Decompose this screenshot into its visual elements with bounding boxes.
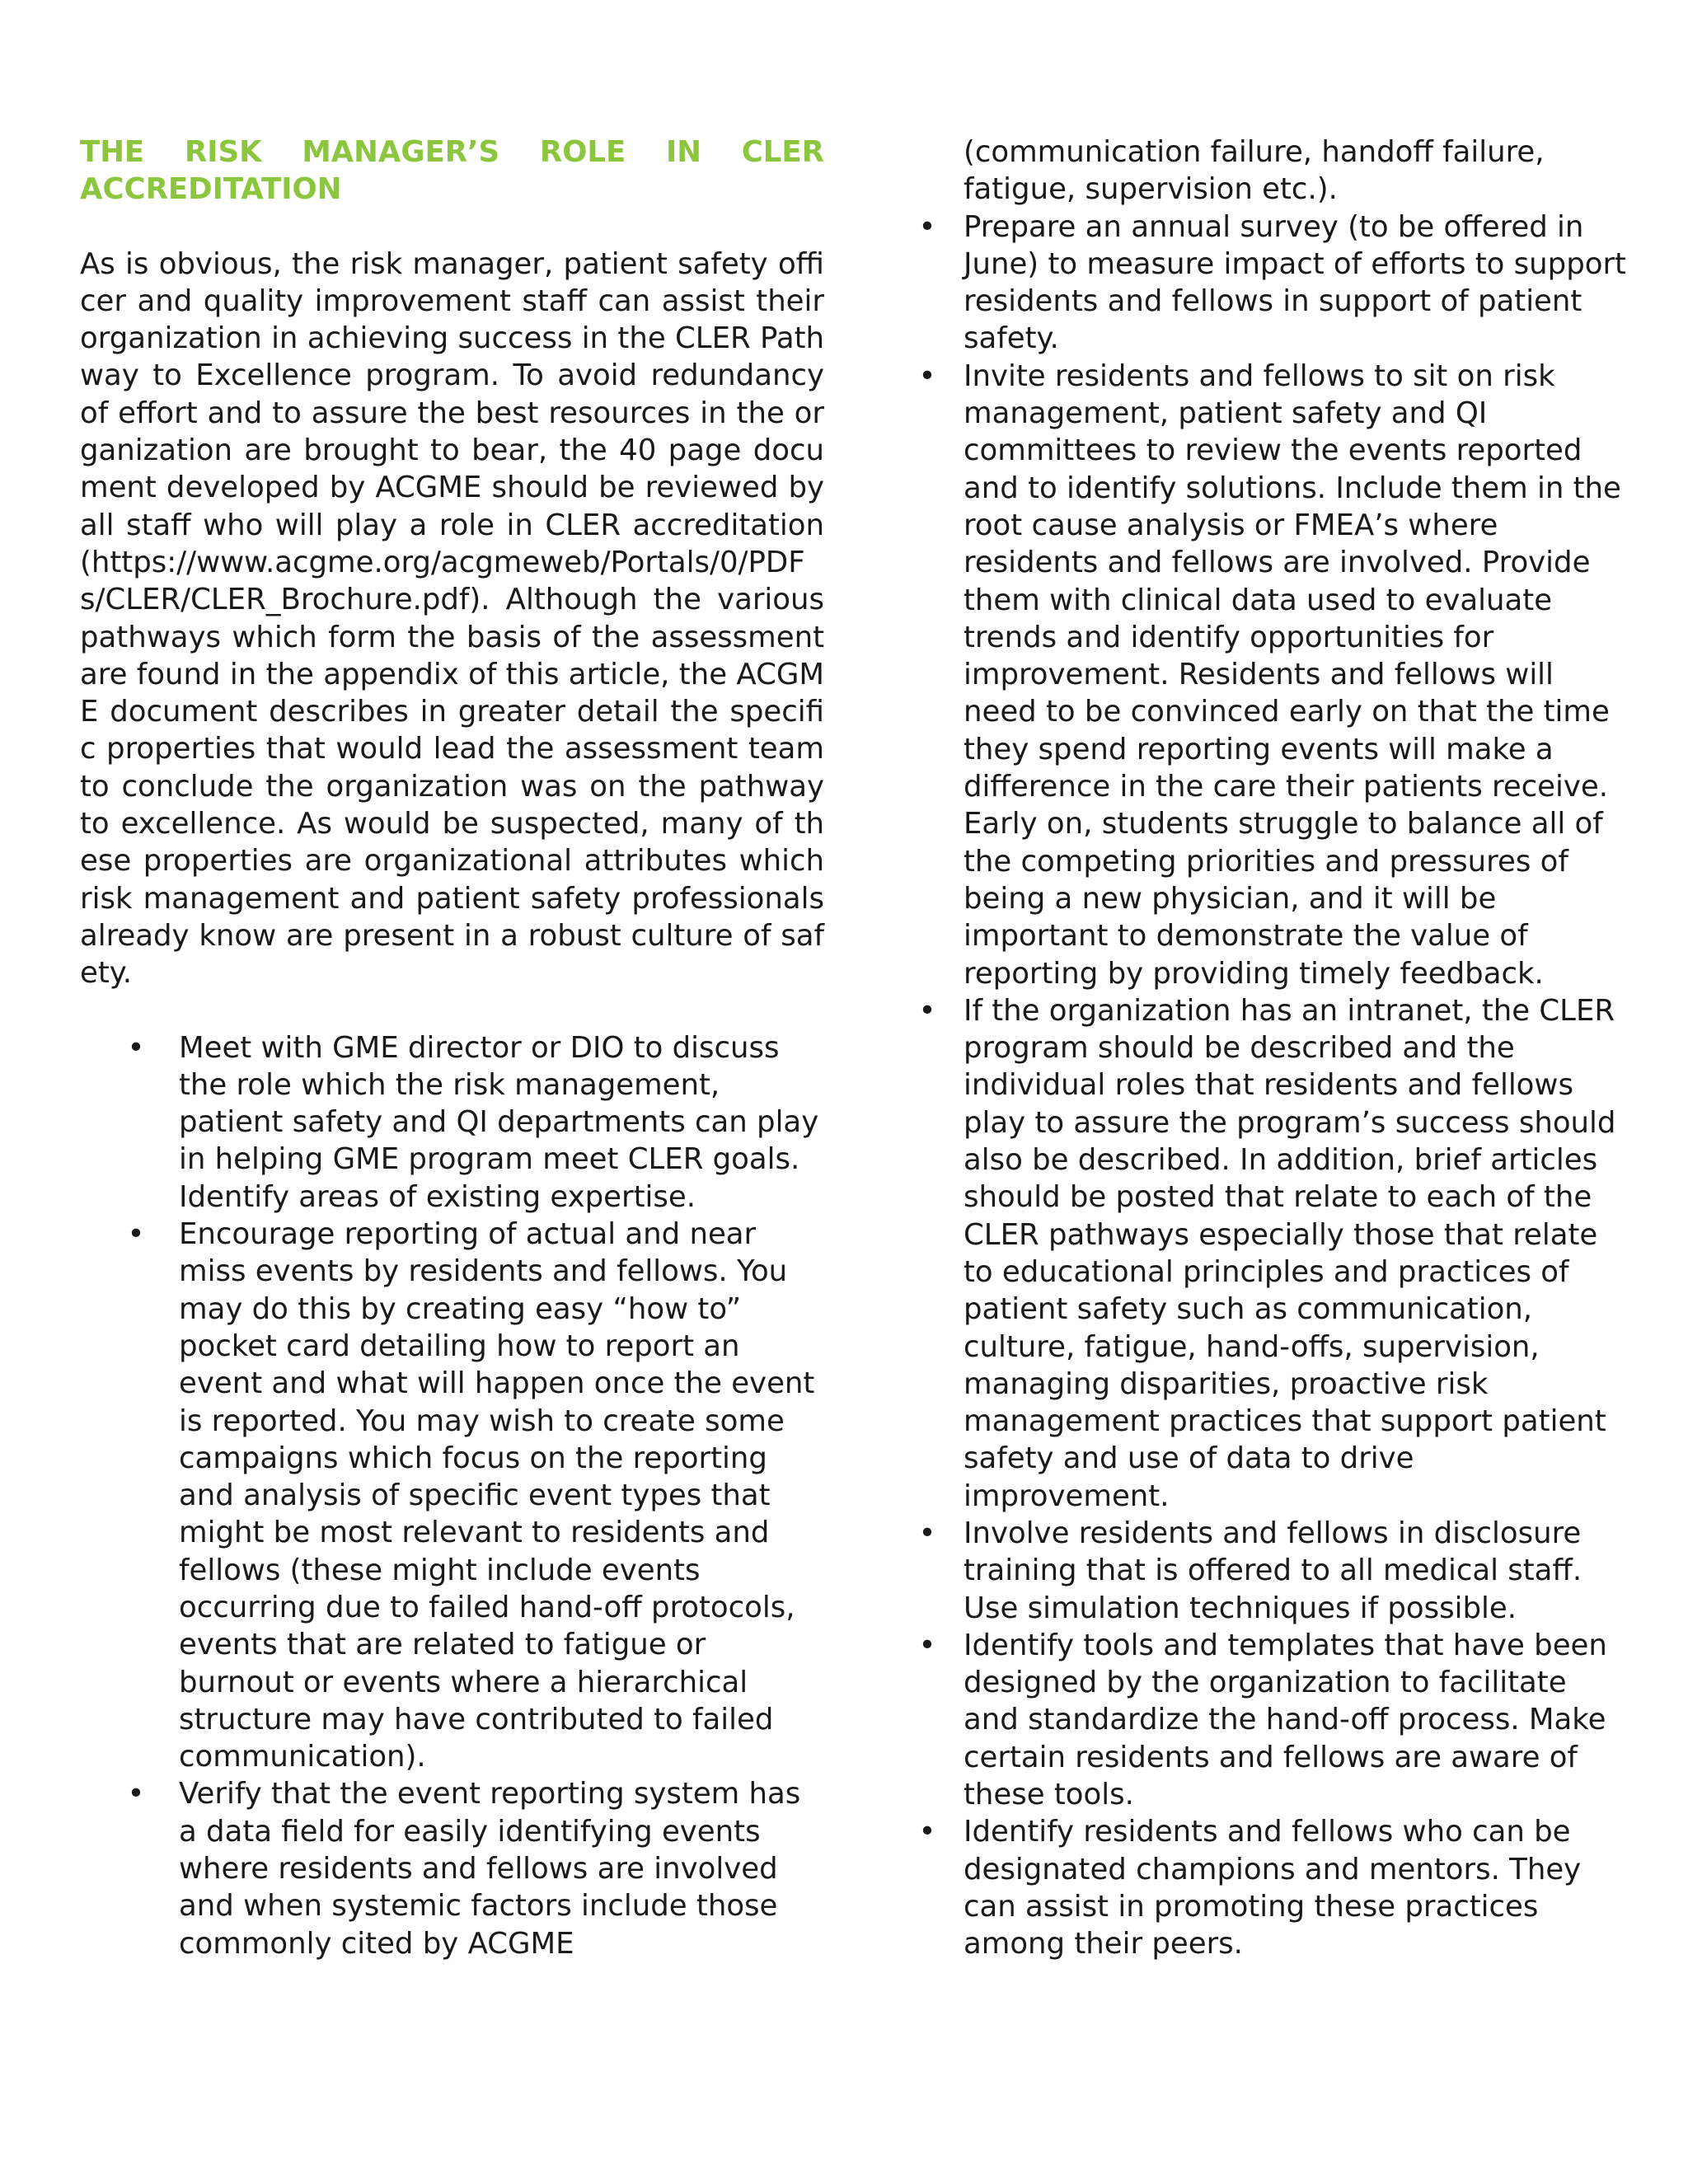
bullet-icon: • (918, 1628, 936, 1662)
heading-word: ROLE (539, 135, 626, 169)
bullet-icon: • (918, 993, 936, 1028)
heading-word: MANAGER’S (302, 135, 500, 169)
list-item-text: Prepare an annual survey (to be offered in June) to measure impact of efforts to support residents and fellows in support of patient safety. (964, 209, 1626, 356)
list-item-text: Identify residents and fellows who can be designated champions and mentors. They can assist in promoting these practices among their peers. (964, 1815, 1582, 1961)
article-heading (80, 134, 824, 209)
heading-line-1 (80, 134, 824, 171)
list-item-text: Meet with GME director or DIO to discuss the role which the risk management, patient safety and QI departments can play in helping GME program meet CLER goals. Identify areas of existing expertise. (179, 1030, 819, 1214)
list-item-text: Identify tools and templates that have been designed by the organization to facilitate and standardize the hand-off process. Make certain residents and fellows are aware of these tools. (964, 1628, 1607, 1812)
heading-word: THE (80, 135, 145, 169)
list-item (918, 992, 1626, 1515)
heading-word: CLER (741, 135, 824, 169)
list-item (127, 1029, 824, 1216)
bullet-icon: • (918, 1516, 936, 1550)
list-item (127, 1216, 824, 1775)
list-item-text: Encourage reporting of actual and near miss events by residents and fellows. You may do this by creating easy “how to” pocket card detailing how to report an event and what will happen once the event is reported. You may wish to create some campaigns which focus on the reporting and analysis of specific event types that might be most relevant to residents and fellows (these might include events occurring due to failed hand-off protocols, events that are related to fatigue or burnout or events where a hierarchical structure may have contributed to failed communication). (179, 1217, 815, 1774)
list-item (918, 1515, 1626, 1627)
list-item-text: If the organization has an intranet, the CLER program should be described and the individual roles that residents and fellows play to assure the program’s success should also be described. In addition, brief articles should be posted that relate to each of the CLER pathways especially those that relate to educational principles and practices of patient safety such as communication, culture, fatigue, hand-offs, supervision, managing disparities, proactive risk management practices that support patient safety and use of data to drive improvement. (964, 993, 1616, 1513)
left-column (80, 134, 824, 1962)
list-item (918, 209, 1626, 358)
right-column (917, 134, 1626, 1963)
heading-word: RISK (184, 135, 262, 169)
list-item-text: Invite residents and fellows to sit on risk management, patient safety and QI committees to review the events reported and to identify solutions. Include them in the root cause analysis or FMEA’s where residents and fellows are involved. Provide them with clinical data used to evaluate trends and identify opportunities for improvement. Residents and fellows will need to be convinced early on that the time they spend reporting events will make a difference in the care their patients receive. Early on, students struggle to balance all of the competing priorities and pressures of being a new physician, and it will be important to demonstrate the value of reporting by providing timely feedback. (964, 359, 1621, 991)
list-item-continuation: (communication failure, handoff failure, fatigue, supervision etc.). (964, 135, 1545, 207)
heading-word: IN (666, 135, 701, 169)
intro-paragraph: As is obvious, the risk manager, patient safety officer and quality improvement staff can assist their organization in achieving success in the CLER Pathway to Excellence program. To avoid redundancy of effort and to assure the best resources in the organization are brought to bear, the 40 page document developed by ACGME should be reviewed by all staff who will play a role in CLER accreditation (https://www.acgme.org/acgmeweb/Portals/0/PDFs/CLER/CLER_Brochure.pdf). Although the various pathways which form the basis of the assessment are found in the appendix of this article, the ACGME document describes in greater detail the specific properties that would lead the assessment team to conclude the organization was on the pathway to excellence. As would be suspected, many of these properties are organizational attributes which risk management and patient safety professionals already know are present in a robust culture of safety. (80, 246, 824, 991)
left-bullet-list (80, 1029, 824, 1962)
bullet-icon: • (127, 1217, 145, 1252)
list-item (918, 1627, 1626, 1813)
list-item (918, 358, 1626, 992)
bullet-icon: • (918, 359, 936, 393)
right-bullet-list (917, 209, 1626, 1963)
list-item (127, 1775, 824, 1961)
list-item-text: Involve residents and fellows in disclosure training that is offered to all medical staff. Use simulation techniques if possible. (964, 1516, 1582, 1625)
bullet-icon: • (918, 209, 936, 244)
list-item (918, 1813, 1626, 1962)
list-item-text: Verify that the event reporting system has a data field for easily identifying events where residents and fellows are involved and when systemic factors include those commonly cited by ACGME (179, 1777, 801, 1961)
bullet-icon: • (918, 1815, 936, 1849)
bullet-icon: • (127, 1777, 145, 1811)
bullet-icon: • (127, 1030, 145, 1065)
heading-line-2: ACCREDITATION (80, 172, 342, 207)
